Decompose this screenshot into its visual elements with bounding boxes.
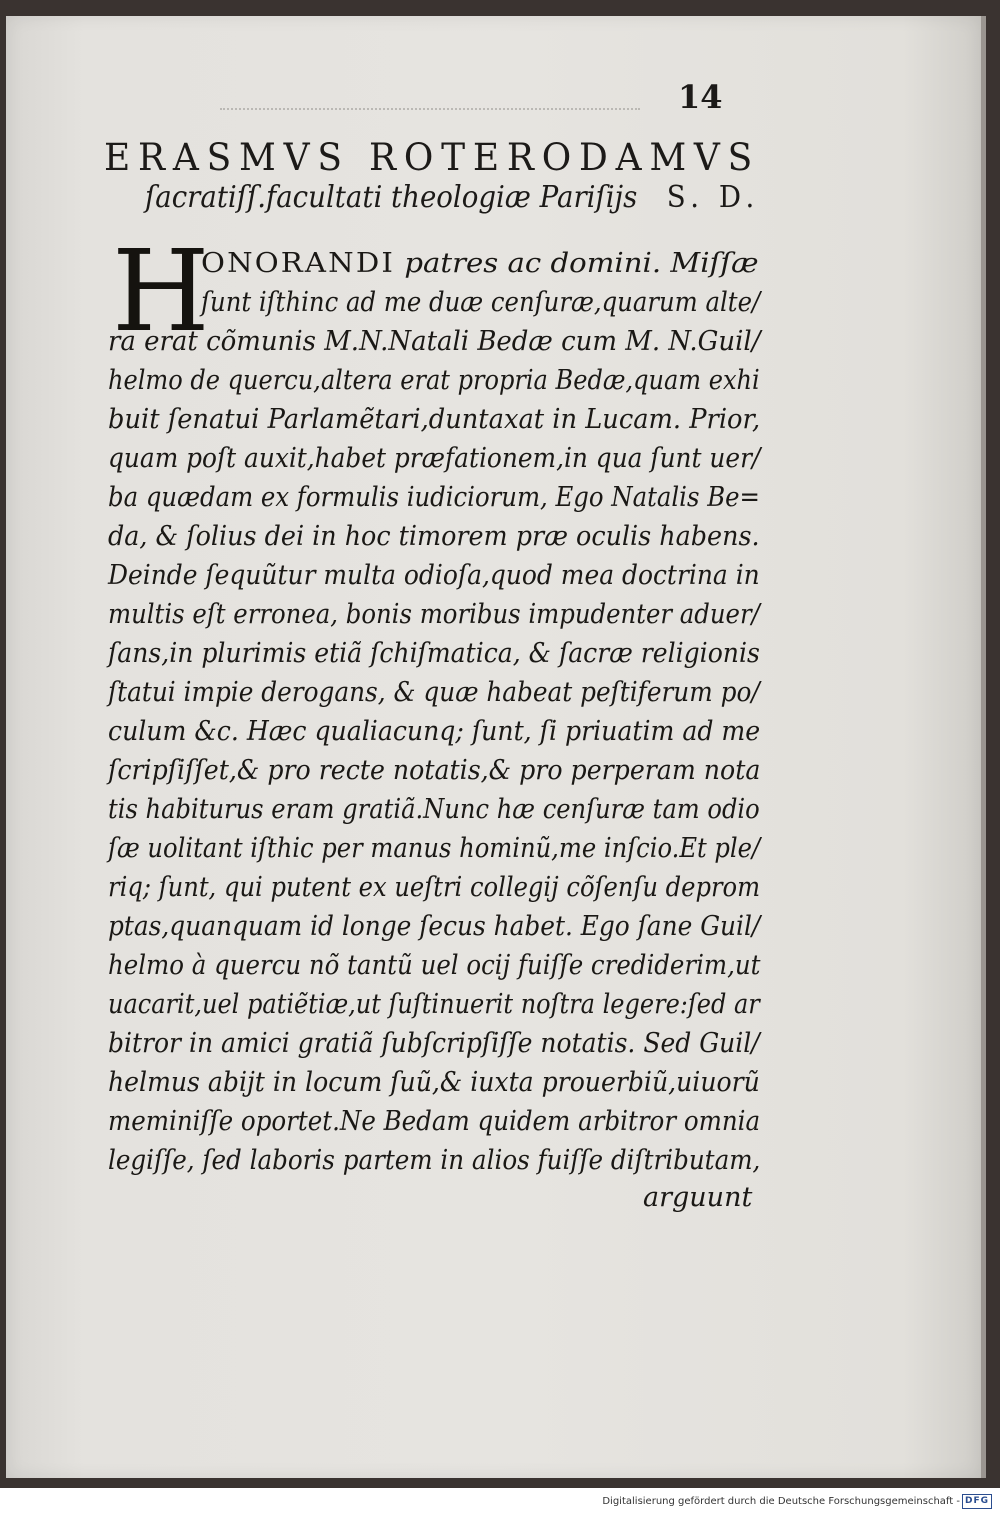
text-line-10: multis eſt erronea, bonis moribus impudenter aduer/: [108, 599, 760, 630]
text-line-15: tis habiturus eram gratiã.Nunc hæ cenſuræ tam odio: [108, 794, 760, 825]
text-line-20: uacarit,uel patiẽtiæ,ut ſuſtinuerit noſtra legere:ſed ar: [108, 989, 760, 1020]
text-line-1-rest: patres ac domini. Miſſæ: [404, 248, 759, 279]
text-line-1: [201, 250, 759, 277]
text-line-13: culum &c. Hæc qualiacunq; ſunt, ſi priuatim ad me: [108, 716, 761, 747]
text-line-12: ſtatui impie derogans, & quæ habeat peſtiferum po/: [108, 677, 760, 708]
drop-cap-initial: H: [112, 227, 210, 357]
text-line-24: legiſſe, ſed laboris partem in alios fuiſſe diſtributam,: [108, 1145, 761, 1176]
dfg-logo: DFG: [962, 1494, 992, 1509]
page-edge: [981, 16, 986, 1478]
text-line-11: ſans,in plurimis etiã ſchiſmatica, & ſacræ religionis: [108, 638, 760, 669]
title-heading: ERASMVS ROTERODAMVS: [104, 136, 761, 179]
text-line-6: quam poſt auxit,habet præfationem,in qua ſunt uer/: [108, 443, 761, 474]
text-line-19: helmo à quercu nõ tantũ uel ocij fuiſſe crediderim,ut: [108, 950, 761, 981]
text-line-16: ſæ uolitant iſthic per manus hominũ,me inſcio.Et ple/: [108, 833, 761, 864]
text-line-8: da, & ſolius dei in hoc timorem præ oculis habens.: [108, 521, 760, 552]
text-line-22: helmus abijt in locum ſuũ,& iuxta prouerbiũ,uiuorũ: [108, 1067, 760, 1098]
show-through-marks: [220, 108, 640, 114]
text-line-23: meminiſſe oportet.Ne Bedam quidem arbitror omnia: [108, 1106, 761, 1137]
page-number: 14: [678, 78, 723, 116]
text-line-5: buit ſenatui Parlamẽtari,duntaxat in Lucam. Prior,: [108, 404, 761, 435]
text-line-21: bitror in amici gratiã ſubſcripſiſſe notatis. Sed Guil/: [108, 1028, 760, 1059]
catchword: arguunt: [643, 1182, 753, 1213]
opening-word: ONORANDI: [201, 248, 396, 279]
dedication-line: [145, 180, 760, 215]
text-line-7: ba quædam ex formulis iudiciorum, Ego Natalis Be=: [108, 482, 760, 513]
text-line-18: ptas,quanquam id longe ſecus habet. Ego ſane Guil/: [108, 911, 761, 942]
text-line-14: ſcripſiſſet,& pro recte notatis,& pro perperam nota: [108, 755, 761, 786]
text-line-4: helmo de quercu,altera erat propria Bedæ,quam exhi: [108, 365, 760, 396]
dedication-text: ſacratiſſ.facultati theologiæ Pariſijs: [145, 180, 638, 215]
funding-credit: Digitalisierung gefördert durch die Deutsche Forschungsgemeinschaft -: [602, 1496, 960, 1507]
text-line-3: ra erat cõmunis M.N.Natali Bedæ cum M. N.Guil/: [108, 326, 761, 357]
footer-bar: [0, 1488, 1000, 1515]
text-line-2: ſunt iſthinc ad me duæ cenſuræ,quarum alte/: [201, 287, 761, 318]
text-line-9: Deinde ſequũtur multa odioſa,quod mea doctrina in: [108, 560, 760, 591]
text-line-17: riq; ſunt, qui putent ex ueſtri collegij cõſenſu deprom: [108, 872, 761, 903]
salutation-abbrev: S. D.: [666, 180, 760, 215]
